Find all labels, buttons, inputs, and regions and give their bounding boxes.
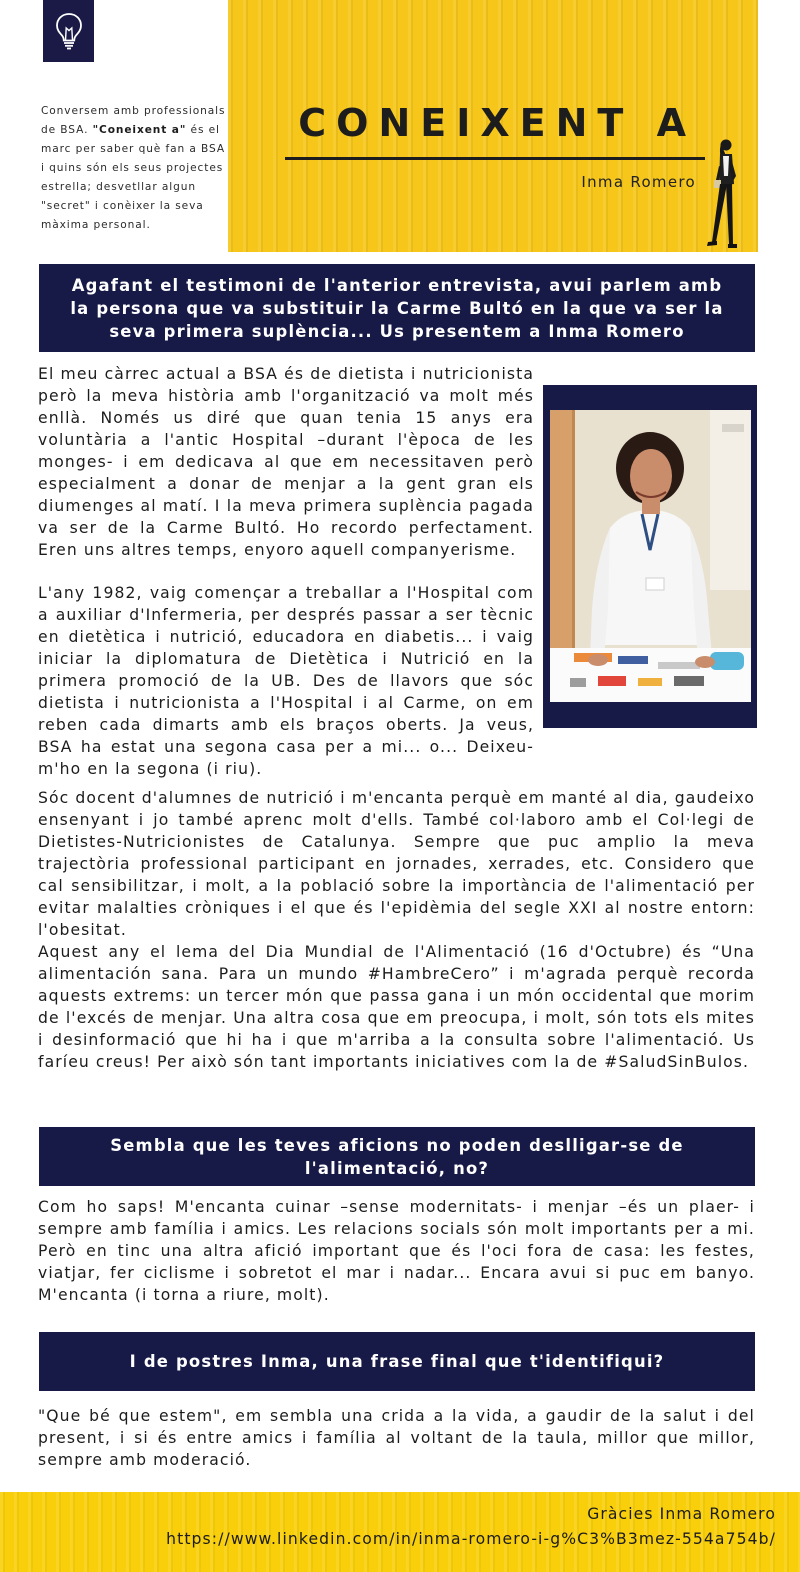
paragraph-teaching: Sóc docent d'alumnes de nutrició i m'encanta perquè em manté al dia, gaudeixo ensenyant i jo també aprenc molt d'ells. També col·laboro amb el Col·legi de Dietistes-Nutricionistes de Catalunya. Sempre que puc amplio la meva trajectòria professional participant en jornades, xerrades, etc. Considero que cal sensibilitzar, i molt, a la població sobre la importància de l'alimentació per evitar malalties cròniques i el que és l'epidèmia del segle XXI al nostre entorn: l'obesitat. [38, 789, 755, 939]
intro-series-name: "Coneixent a" [92, 124, 187, 136]
paragraph-career: L'any 1982, vaig començar a treballar a l'Hospital com a auxiliar d'Infermeria, per després passar a ser tècnic en dietètica i nutrició, educadora en diabetis... i vaig iniciar la diplomatura de Dietètica i Nutrició en la primera promoció de la UB. Des de llavors que sóc dietista i nutricionista a l'Hospital i al Carme, on em reben cada dimarts amb els braços oberts. Ja veus, BSA ha estat una segona casa per a mi... o... Deixeu-m'ho en la segona (i riu). [38, 584, 534, 778]
paragraph-final-phrase: "Que bé que estem", em sembla una crida a la vida, a gaudir de la salut i del present, i si és entre amics i família al voltant de la taula, millor que millor, sempre amb moderació. [38, 1407, 755, 1469]
intro-text [41, 102, 227, 235]
question-phrase-banner: I de postres Inma, una frase final que t'identifiqui? [39, 1332, 755, 1391]
paragraph-world-food-day: Aquest any el lema del Dia Mundial de l'Alimentació (16 d'Octubre) és “Una alimentación sana. Para un mundo #HambreCero” i m'agrada perquè recorda aquests extrems: un tercer món que passa gana i un món occidental que morim de l'excés de menjar. Una altra cosa que em preocupa, i molt, són tots els mites i desinformació que hi ha i que m'arriba a la consulta sobre l'alimentació. Us faríeu creus! Per això són tant importants iniciatives com la de #SaludSinBulos. [38, 943, 755, 1071]
lead-banner: Agafant el testimoni de l'anterior entrevista, avui parlem amb la persona que va substituir la Carme Bultó en la que va ser la seva primera suplència... Us presentem a Inma Romero [39, 264, 755, 352]
footer-thanks: Gràcies Inma Romero [587, 1505, 776, 1523]
linkedin-link[interactable]: https://www.linkedin.com/in/inma-romero-i-g%C3%B3mez-554a754b/ [166, 1530, 776, 1548]
intro-description: és el marc per saber què fan a BSA i quins són els seus projectes estrella; desvetllar algun "secret" i conèixer la seva màxima personal. [41, 124, 226, 231]
title-underline [285, 157, 705, 160]
paragraph-current-role: El meu càrrec actual a BSA és de dietista i nutricionista però la meva història amb l'organització va molt més enllà. Només us diré que quan tenia 15 anys era voluntària a l'antic Hospital –durant l'època de les monges- i em dedicava al que em necessitaven però especialment a donar de menjar a la gent gran els diumenges al matí. I la meva primera suplència pagada va ser de la Carme Bultó. Ho recordo perfectament. Eren uns altres temps, enyoro aquell companyerisme. [38, 365, 534, 559]
hero-banner [228, 0, 758, 252]
portrait-photo [550, 410, 751, 702]
intro-lead: Conversem amb professionals de BSA. [41, 105, 226, 136]
lightbulb-icon [54, 12, 84, 50]
paragraph-hobbies: Com ho saps! M'encanta cuinar –sense modernitats- i menjar –és un plaer- i sempre amb família i amics. Les relacions socials són molt importants per a mi. Però en tinc una altra afició important que és l'oci fora de casa: les festes, viatjar, fer ciclisme i sobretot el mar i nadar... Encara avui si puc em banyo. M'encanta (i torna a riure, molt). [38, 1198, 755, 1304]
walking-woman-illustration [702, 136, 746, 252]
page-subtitle: Inma Romero [581, 173, 696, 191]
logo [43, 0, 94, 62]
question-hobbies-banner: Sembla que les teves aficions no poden deslligar-se de l'alimentació, no? [39, 1127, 755, 1186]
page-title: CONEIXENT A [298, 101, 696, 145]
